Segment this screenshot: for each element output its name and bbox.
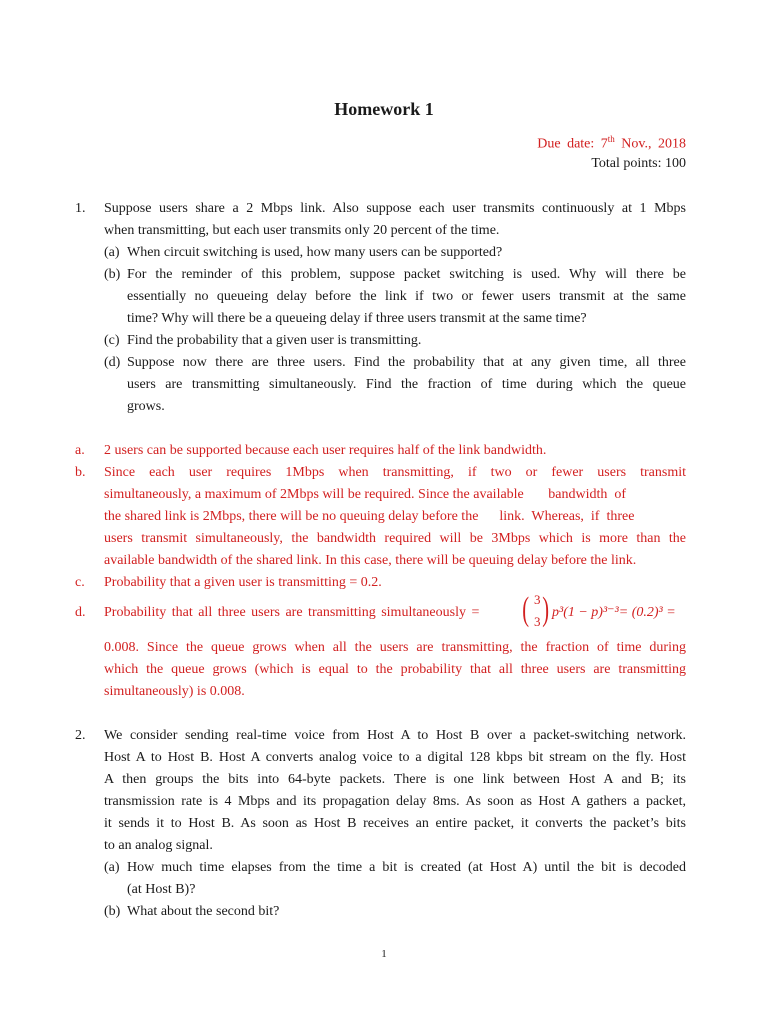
question-2a-label: (a) [104,860,120,875]
question-1b-line: time? Why will there be a queueing delay if three users transmit at the same time? [127,311,587,326]
question-1c-text: Find the probability that a given user is transmitting. [127,333,422,348]
question-1a-text: When circuit switching is used, how many users can be supported? [127,245,503,260]
due-date [537,134,686,153]
question-2-line: A then groups the bits into 64-byte packets. There is one link between Host A and B; its [104,772,686,787]
answer-1d-line: which the queue grows (which is equal to the probability that all three users are transmitting [104,662,686,677]
due-date-sup: th [607,134,615,144]
answer-1c-text: Probability that a given user is transmitting = 0.2. [104,575,382,590]
question-1b-line: For the reminder of this problem, suppose packet switching is used. Why will there be [127,267,686,282]
answer-1b-label: b. [75,465,86,480]
total-points: Total points: 100 [591,156,686,171]
binomial-bottom: 3 [534,614,541,629]
question-1a-label: (a) [104,245,120,260]
answer-1a-text: 2 users can be supported because each user requires half of the link bandwidth. [104,443,547,458]
answer-1c-label: c. [75,575,85,590]
answer-1d-text: Probability that all three users are transmitting simultaneously = [104,605,480,620]
question-1d-line: users are transmitting simultaneously. Find the fraction of time during which the queue [127,377,686,392]
answer-1d-formula: p³(1 − p)³⁻³= (0.2)³ = [552,605,676,620]
binomial-top: 3 [534,592,541,607]
question-1b-line: essentially no queueing delay before the link if two or fewer users transmit at the same [127,289,686,304]
question-2-line: to an analog signal. [104,838,213,853]
due-date-prefix: Due date: 7 [537,136,608,152]
question-2a-line: How much time elapses from the time a bit is created (at Host A) until the bit is decoded [127,860,686,875]
due-date-suffix: Nov., 2018 [621,136,686,152]
document-title: Homework 1 [334,99,434,119]
question-1-line: Suppose users share a 2 Mbps link. Also suppose each user transmits continuously at 1 Mbps [104,201,686,216]
question-2-line: Host A to Host B. Host A converts analog voice to a digital 128 kbps bit stream on the fly. Host [104,750,686,765]
question-1b-label: (b) [104,267,121,282]
answer-1d-line: simultaneously) is 0.008. [104,684,245,699]
question-2-line: We consider sending real-time voice from Host A to Host B over a packet-switching network. [104,728,686,743]
answer-1b-line: simultaneously, a maximum of 2Mbps will be required. Since the available bandwidth of [104,487,627,502]
question-2b-text: What about the second bit? [127,904,280,919]
answer-1b-line: the shared link is 2Mbps, there will be no queuing delay before the link. Whereas, if three [104,509,635,524]
answer-1a-label: a. [75,443,85,458]
answer-1b-line: users transmit simultaneously, the bandwidth required will be 3Mbps which is more than the [104,531,686,546]
question-2-line: transmission rate is 4 Mbps and its propagation delay 8ms. As soon as Host A gathers a packet, [104,794,686,809]
question-1d-line: Suppose now there are three users. Find the probability that at any given time, all three [127,355,686,370]
question-1d-line: grows. [127,399,165,414]
question-2b-label: (b) [104,904,121,919]
answer-1d-label: d. [75,605,86,620]
answer-1b-line: available bandwidth of the shared link. In this case, there will be queuing delay before the link. [104,553,637,568]
page-number: 1 [381,948,387,960]
question-1-number: 1. [75,201,86,216]
question-2-line: it sends it to Host B. As soon as Host B receives an entire packet, it converts the packet’s bits [104,816,686,831]
answer-1b-line: Since each user requires 1Mbps when transmitting, if two or fewer users transmit [104,465,686,480]
question-1-line: when transmitting, but each user transmits only 20 percent of the time. [104,223,500,238]
answer-1d-line: 0.008. Since the queue grows when all the users are transmitting, the fraction of time during [104,640,686,655]
document-page: Homework 1 Due date: 7th Nov., 2018 Total points: 100 1. Suppose users share a 2 Mbps link. Also suppose each user transmits continuously at 1 Mbps when transmitting, but each user transmits only 20 percent of the time. (a) When circuit switching is used, how many users can be supported? (b) For the reminder of this problem, suppose packet switching is used. Why will there be essentially no queueing delay before the link if two or fewer users transmit at the same time? Why will there be a queueing delay if three users transmit at the same time? (c) Find the probability that a given user is transmitting. (d) Suppose now there are three users. Find the probability that at any given time, all three users are transmitting simultaneously. Find the fraction of time during which the queue grows. a. 2 users can be supported because each user requires half of the link bandwidth. b. Since each user requires 1Mbps when transmitting, if two or fewer users transmit simultaneously, a maximum of 2Mbps will be required. Since the available bandwidth of the shared link is 2Mbps, there will be no queuing delay before the link. Whereas, if three users transmit simultaneously, the bandwidth required will be 3Mbps which is more than the available bandwidth of the shared link. In this case, there will be queuing delay before the link. c. Probability that a given user is transmitting = 0.2. d. Probability that all three users are transmitting simultaneously = ( 3 3 ) p³(1 − p)³⁻³= (0.2)³ = 0.008. Since the queue grows when all the users are transmitting, the fraction of time during which the queue grows (which is equal to the probability that all three users are transmitting simultaneously) is 0.008. 2. We consider sending real-time voice from Host A to Host B over a packet-switching network. Host A to Host B. Host A converts analog voice to a digital 128 kbps bit stream on the fly. Host A then groups the bits into 64-byte packets. There is one link between Host A and B; its transmission rate is 4 Mbps and its propagation delay 8ms. As soon as Host A gathers a packet, it sends it to Host B. As soon as Host B receives an entire packet, it converts the packet’s bits to an analog signal. (a) How much time elapses from the time a bit is created (at Host A) until the bit is decoded (at Host B)? (b) What about the second bit? 1 [0,0,768,1024]
question-1d-label: (d) [104,355,121,370]
question-2a-line: (at Host B)? [127,882,196,897]
question-2-number: 2. [75,728,86,743]
question-1c-label: (c) [104,333,120,348]
